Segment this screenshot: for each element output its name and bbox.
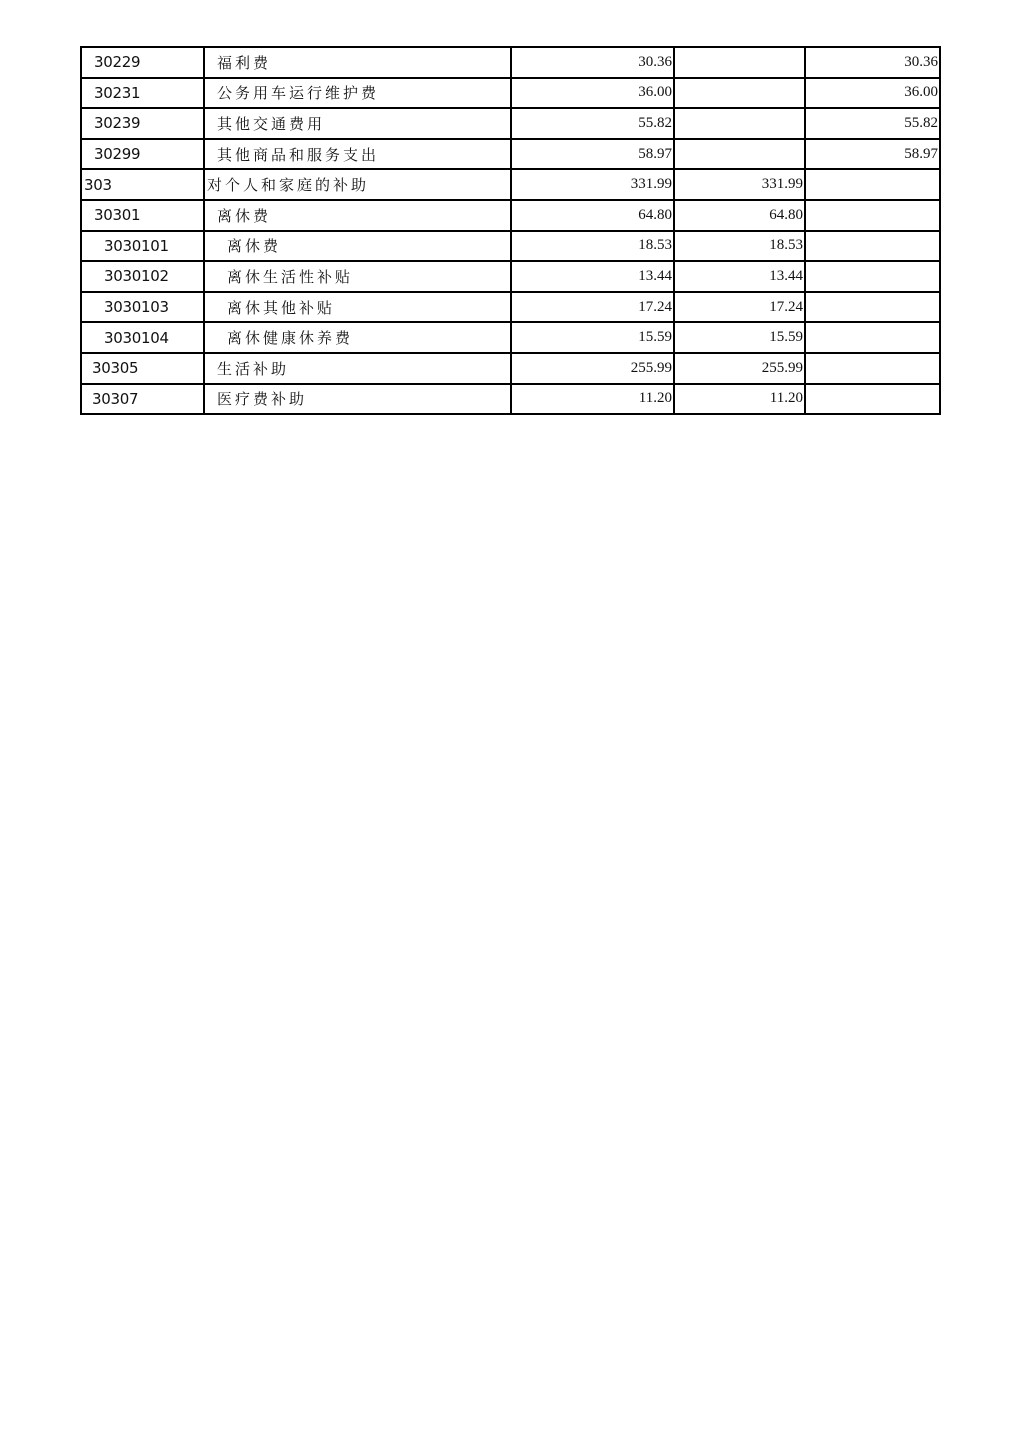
account-code: 30299 xyxy=(81,139,204,170)
account-name: 离休健康休养费 xyxy=(204,322,511,353)
table-row xyxy=(81,322,940,353)
project-expenditure-amount xyxy=(805,231,940,262)
account-code: 30305 xyxy=(81,353,204,384)
account-code: 303 xyxy=(81,169,204,200)
account-name: 对个人和家庭的补助 xyxy=(204,169,511,200)
account-code: 3030103 xyxy=(81,292,204,323)
project-expenditure-amount: 36.00 xyxy=(805,78,940,109)
total-amount: 64.80 xyxy=(511,200,674,231)
account-code: 30239 xyxy=(81,108,204,139)
table-row xyxy=(81,200,940,231)
basic-expenditure-amount: 255.99 xyxy=(674,353,805,384)
table-row xyxy=(81,47,940,78)
basic-expenditure-amount xyxy=(674,78,805,109)
basic-expenditure-amount: 17.24 xyxy=(674,292,805,323)
basic-expenditure-amount: 13.44 xyxy=(674,261,805,292)
project-expenditure-amount: 55.82 xyxy=(805,108,940,139)
account-code: 3030104 xyxy=(81,322,204,353)
table-row xyxy=(81,169,940,200)
account-name: 医疗费补助 xyxy=(204,384,511,415)
total-amount: 30.36 xyxy=(511,47,674,78)
account-name: 公务用车运行维护费 xyxy=(204,78,511,109)
total-amount: 18.53 xyxy=(511,231,674,262)
account-name: 其他商品和服务支出 xyxy=(204,139,511,170)
table-row xyxy=(81,78,940,109)
account-name: 生活补助 xyxy=(204,353,511,384)
project-expenditure-amount: 58.97 xyxy=(805,139,940,170)
project-expenditure-amount xyxy=(805,322,940,353)
total-amount: 55.82 xyxy=(511,108,674,139)
account-name: 离休其他补贴 xyxy=(204,292,511,323)
total-amount: 331.99 xyxy=(511,169,674,200)
total-amount: 17.24 xyxy=(511,292,674,323)
basic-expenditure-amount xyxy=(674,139,805,170)
budget-expenditure-table xyxy=(80,46,941,415)
account-name: 离休费 xyxy=(204,200,511,231)
account-code: 30231 xyxy=(81,78,204,109)
total-amount: 36.00 xyxy=(511,78,674,109)
total-amount: 11.20 xyxy=(511,384,674,415)
table-row xyxy=(81,353,940,384)
table-row xyxy=(81,261,940,292)
basic-expenditure-amount xyxy=(674,108,805,139)
basic-expenditure-amount: 15.59 xyxy=(674,322,805,353)
total-amount: 13.44 xyxy=(511,261,674,292)
total-amount: 255.99 xyxy=(511,353,674,384)
account-code: 30301 xyxy=(81,200,204,231)
project-expenditure-amount xyxy=(805,353,940,384)
project-expenditure-amount xyxy=(805,169,940,200)
basic-expenditure-amount: 18.53 xyxy=(674,231,805,262)
project-expenditure-amount: 30.36 xyxy=(805,47,940,78)
table-row xyxy=(81,139,940,170)
table-row xyxy=(81,108,940,139)
table-row xyxy=(81,231,940,262)
account-name: 其他交通费用 xyxy=(204,108,511,139)
basic-expenditure-amount: 11.20 xyxy=(674,384,805,415)
account-code: 30229 xyxy=(81,47,204,78)
total-amount: 58.97 xyxy=(511,139,674,170)
basic-expenditure-amount: 331.99 xyxy=(674,169,805,200)
account-name: 离休费 xyxy=(204,231,511,262)
total-amount: 15.59 xyxy=(511,322,674,353)
account-name: 离休生活性补贴 xyxy=(204,261,511,292)
project-expenditure-amount xyxy=(805,384,940,415)
basic-expenditure-amount xyxy=(674,47,805,78)
basic-expenditure-amount: 64.80 xyxy=(674,200,805,231)
account-code: 30307 xyxy=(81,384,204,415)
account-code: 3030102 xyxy=(81,261,204,292)
table-row xyxy=(81,384,940,415)
table-row xyxy=(81,292,940,323)
project-expenditure-amount xyxy=(805,261,940,292)
account-code: 3030101 xyxy=(81,231,204,262)
account-name: 福利费 xyxy=(204,47,511,78)
project-expenditure-amount xyxy=(805,292,940,323)
project-expenditure-amount xyxy=(805,200,940,231)
